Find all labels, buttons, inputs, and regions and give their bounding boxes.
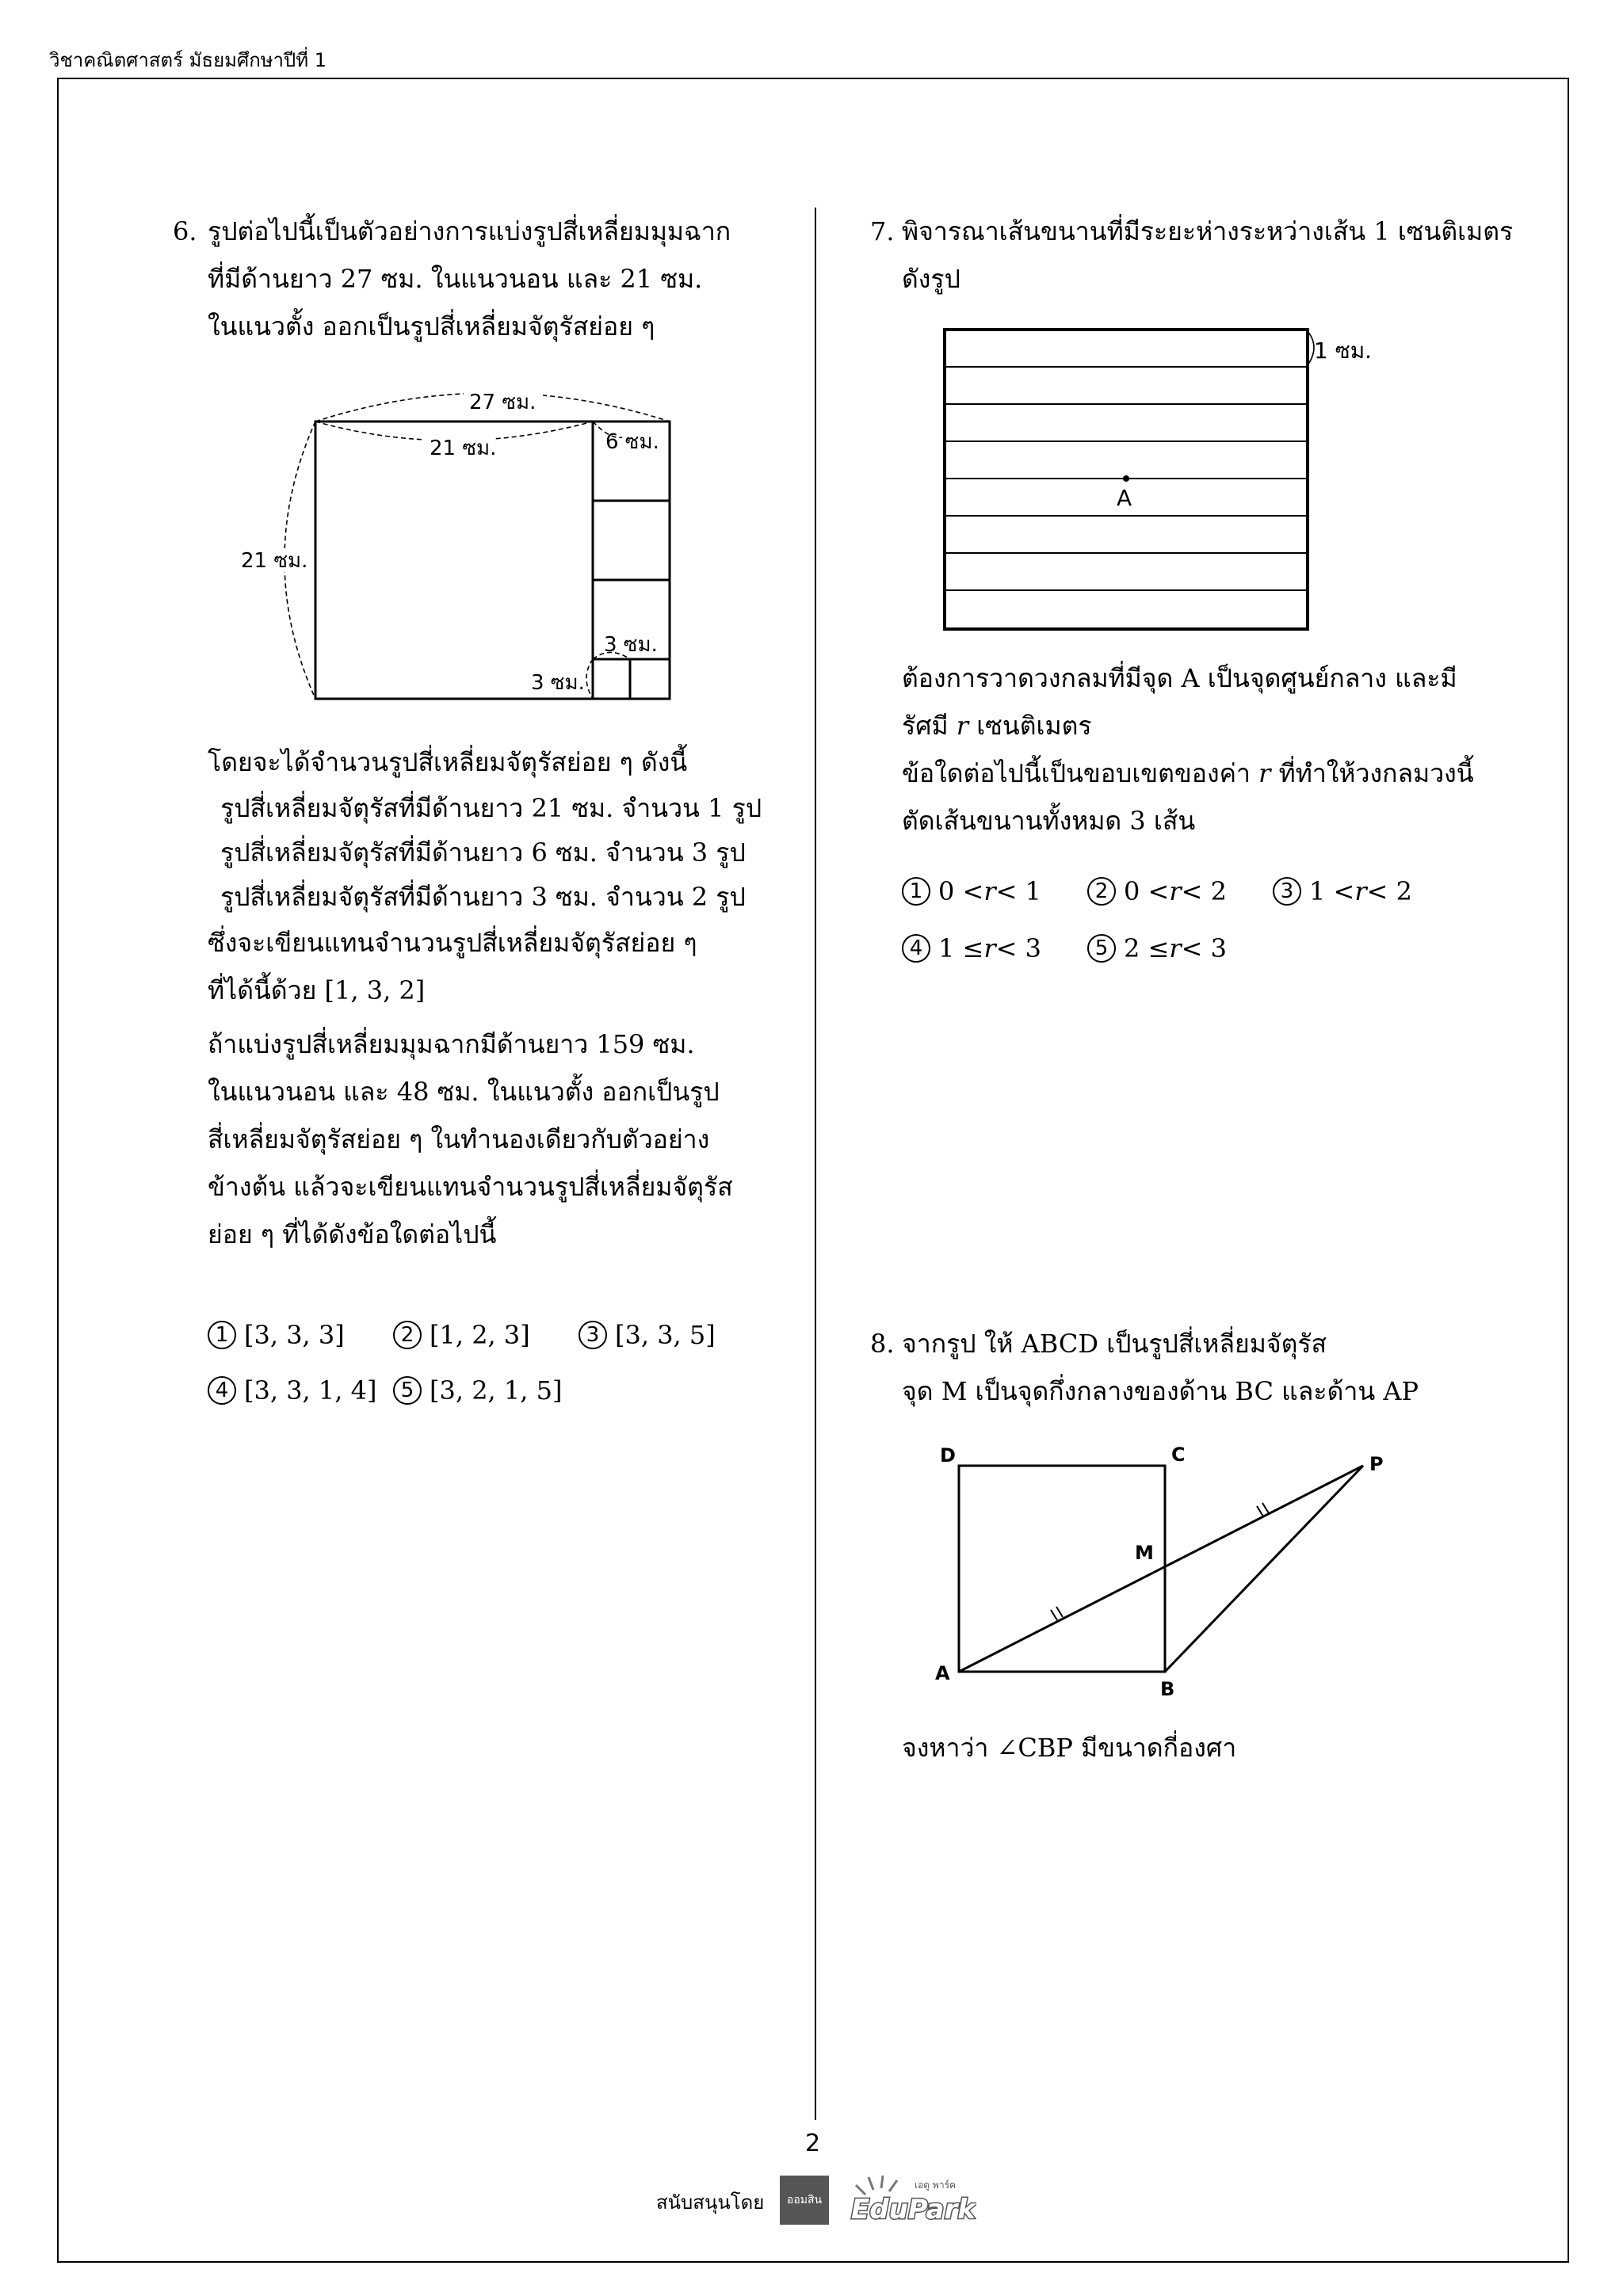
q7-paragraph-1-line-1: ต้องการวาดวงกลมที่มีจุด A เป็นจุดศูนย์กลาง และมี xyxy=(902,663,1457,693)
q7-paragraph-2-line-1: ข้อใดต่อไปนี้เป็นขอบเขตของค่า r ที่ทำให้วงกลมวงนี้ xyxy=(902,758,1474,788)
q7-parallel-lines-figure xyxy=(935,320,1395,637)
q6-choice-4[interactable]: 4 [3, 3, 1, 4] xyxy=(208,1375,376,1405)
question-7-number: 7. xyxy=(870,216,895,246)
q6-choice-1[interactable]: 1 [3, 3, 3] xyxy=(208,1320,345,1350)
q7-gap-label: 1 ซม. xyxy=(1314,338,1373,364)
q6-list-item-1: รูปสี่เหลี่ยมจัตุรัสที่มีด้านยาว 21 ซม. จำนวน 1 รูป xyxy=(220,793,762,823)
gsb-logo-icon: ออมสิน xyxy=(780,2176,829,2225)
q8-label-b: B xyxy=(1160,1678,1175,1700)
question-6-number: 6. xyxy=(173,216,197,246)
q7-choice-1[interactable]: 1 0 < r < 1 xyxy=(902,876,1041,906)
q7-paragraph-2-line-2: ตัดเส้นขนานทั้งหมด 3 เส้น xyxy=(902,806,1196,836)
page-number: 2 xyxy=(805,2130,821,2157)
q8-square-abcd xyxy=(959,1466,1165,1672)
q6-paragraph-3-line-1: ถ้าแบ่งรูปสี่เหลี่ยมมุมฉากมีด้านยาว 159 ซม. xyxy=(208,1029,695,1059)
q7-point-a-label: A xyxy=(1117,485,1132,511)
q6-label-21-inner: 21 ซม. xyxy=(430,437,497,460)
q6-intro-line-2: ที่มีด้านยาว 27 ซม. ในแนวนอน และ 21 ซม. xyxy=(208,264,703,294)
q6-list-item-3: รูปสี่เหลี่ยมจัตุรัสที่มีด้านยาว 3 ซม. จำนวน 2 รูป xyxy=(220,882,746,912)
q6-choice-5[interactable]: 5 [3, 2, 1, 5] xyxy=(393,1375,562,1405)
q8-segment-ap xyxy=(959,1466,1363,1672)
edupark-logo-icon xyxy=(842,2171,976,2229)
q7-choice-3[interactable]: 3 1 < r < 2 xyxy=(1273,876,1412,906)
q8-label-c: C xyxy=(1171,1444,1186,1466)
q6-label-3-top: 3 ซม. xyxy=(604,633,658,657)
q8-label-d: D xyxy=(940,1444,956,1466)
q8-question xyxy=(902,1724,1536,1772)
q6-paragraph-2-line-1: ซึ่งจะเขียนแทนจำนวนรูปสี่เหลี่ยมจัตุรัสย่อย ๆ xyxy=(208,928,697,958)
q6-list-item-2: รูปสี่เหลี่ยมจัตุรัสที่มีด้านยาว 6 ซม. จำนวน 3 รูป xyxy=(220,837,746,868)
q7-body xyxy=(902,654,1568,845)
svg-text:เอดู พาร์ค: เอดู พาร์ค xyxy=(915,2180,957,2191)
column-divider xyxy=(815,208,816,2120)
q6-choice-3[interactable]: 3 [3, 3, 5] xyxy=(579,1320,716,1350)
q7-paragraph-1-line-2: รัศมี r เซนติเมตร xyxy=(902,711,1092,741)
q8-segment-bp xyxy=(1165,1466,1363,1672)
q6-paragraph-3-line-5: ย่อย ๆ ที่ได้ดังข้อใดต่อไปนี้ xyxy=(208,1219,497,1249)
q6-intro-line-3: ในแนวตั้ง ออกเป็นรูปสี่เหลี่ยมจัตุรัสย่อย ๆ xyxy=(208,311,655,341)
question-7 xyxy=(870,208,1552,303)
q8-square-figure xyxy=(919,1434,1411,1703)
q6-intro-line-1: รูปต่อไปนี้เป็นตัวอย่างการแบ่งรูปสี่เหลี่ยมมุมฉาก xyxy=(208,216,731,246)
question-8 xyxy=(870,1320,1552,1415)
q8-intro-line-1: จากรูป ให้ ABCD เป็นรูปสี่เหลี่ยมจัตุรัส xyxy=(902,1329,1327,1359)
question-8-number: 8. xyxy=(870,1329,895,1359)
q6-choice-2[interactable]: 2 [1, 2, 3] xyxy=(393,1320,530,1350)
question-6 xyxy=(173,208,791,350)
q8-intro-line-2: จุด M เป็นจุดกึ่งกลางของด้าน BC และด้าน AP xyxy=(902,1376,1419,1406)
q7-intro-line-2: ดังรูป xyxy=(902,264,960,294)
q8-question-text: จงหาว่า ∠CBP มีขนาดกี่องศา xyxy=(902,1733,1237,1763)
q7-choice-5[interactable]: 5 2 ≤ r < 3 xyxy=(1087,933,1227,963)
page-header: วิชาคณิตศาสตร์ มัธยมศึกษาปีที่ 1 xyxy=(49,49,327,71)
q8-label-a: A xyxy=(935,1662,950,1684)
q6-label-3-left: 3 ซม. xyxy=(531,671,585,695)
q6-rectangle-figure xyxy=(222,372,697,713)
svg-text:EduPark: EduPark xyxy=(851,2194,976,2225)
q7-choice-4[interactable]: 4 1 ≤ r < 3 xyxy=(902,933,1041,963)
q6-label-6: 6 ซม. xyxy=(605,430,659,454)
q6-paragraph-3-line-2: ในแนวนอน และ 48 ซม. ในแนวตั้ง ออกเป็นรูป xyxy=(208,1077,720,1107)
sponsor-label: สนับสนุนโดย xyxy=(656,2191,765,2214)
q6-body xyxy=(208,738,794,1258)
q6-label-21-left: 21 ซม. xyxy=(241,549,308,573)
q6-paragraph-3-line-4: ข้างต้น แล้วจะเขียนแทนจำนวนรูปสี่เหลี่ยมจัตุรัส xyxy=(208,1172,733,1202)
q7-intro-line-1: พิจารณาเส้นขนานที่มีระยะห่างระหว่างเส้น 1 เซนติเมตร xyxy=(902,216,1514,246)
q8-label-m: M xyxy=(1135,1542,1154,1564)
q6-label-27: 27 ซม. xyxy=(469,391,537,414)
q6-outer-rectangle xyxy=(315,421,670,699)
q7-choice-2[interactable]: 2 0 < r < 2 xyxy=(1087,876,1227,906)
q8-label-p: P xyxy=(1369,1453,1384,1475)
q7-point-a xyxy=(1123,475,1129,482)
q6-paragraph-1: โดยจะได้จำนวนรูปสี่เหลี่ยมจัตุรัสย่อย ๆ ดังนี้ xyxy=(208,747,688,777)
q6-paragraph-3-line-3: สี่เหลี่ยมจัตุรัสย่อย ๆ ในทำนองเดียวกับตัวอย่าง xyxy=(208,1124,710,1154)
q6-paragraph-2-line-2: ที่ได้นี้ด้วย [1, 3, 2] xyxy=(208,975,426,1005)
